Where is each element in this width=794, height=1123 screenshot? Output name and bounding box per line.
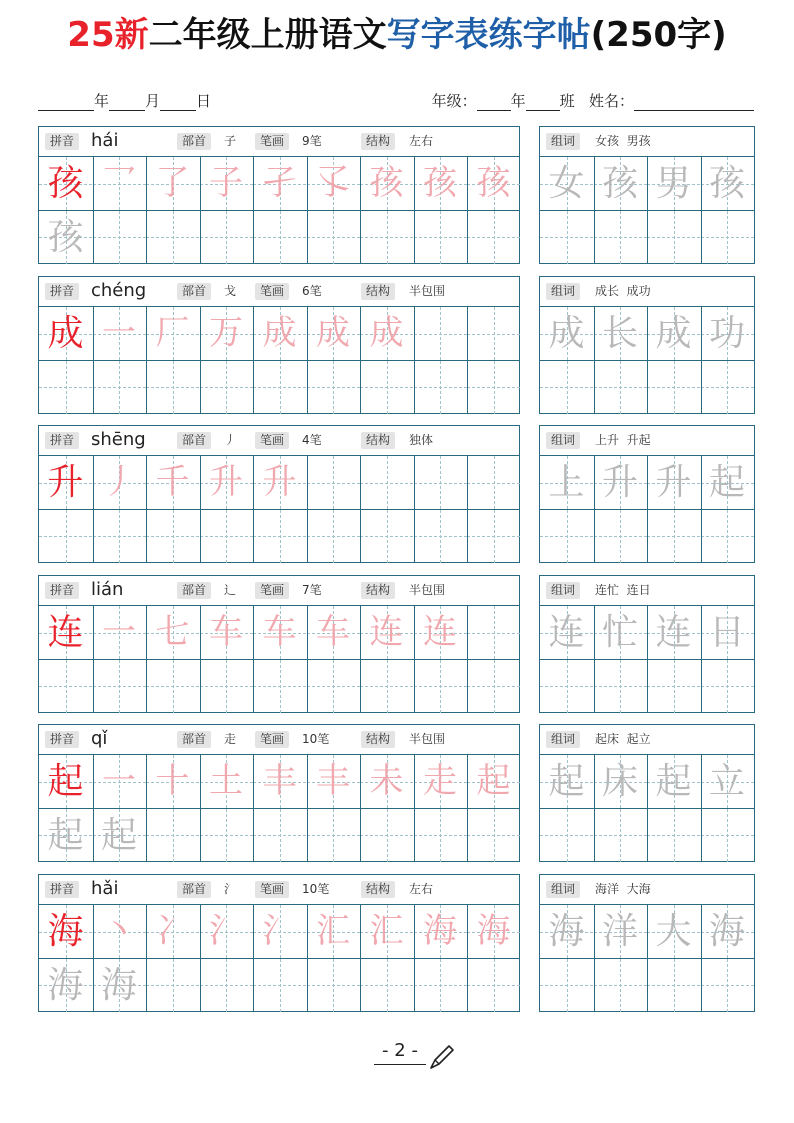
writing-cell[interactable]: [360, 510, 413, 563]
writing-cell[interactable]: [467, 307, 520, 360]
word-trace-character: 海: [708, 911, 745, 952]
stroke-order-step: 氵: [262, 911, 297, 951]
trace-character: 海: [100, 964, 137, 1006]
stroke-order-step: 一: [102, 313, 136, 353]
structure-tag: 结构: [361, 133, 395, 150]
grid-divider: [540, 509, 754, 510]
writing-cell[interactable]: [540, 660, 593, 713]
writing-cell[interactable]: [540, 959, 593, 1012]
writing-cell[interactable]: [414, 307, 467, 360]
stroke-order-step: 车: [209, 612, 243, 652]
radical-tag: 部首: [177, 881, 211, 898]
word-trace-character: 成: [548, 313, 585, 354]
word-info-bar: [540, 576, 754, 606]
writing-cell[interactable]: [701, 959, 754, 1012]
words-tag: 组词: [546, 283, 580, 300]
writing-cell[interactable]: [594, 959, 647, 1012]
writing-cell[interactable]: [307, 456, 360, 509]
radical-value: 走: [224, 732, 237, 746]
structure-tag: 结构: [361, 432, 395, 449]
grid-divider: [39, 509, 519, 510]
writing-cell[interactable]: [360, 809, 413, 862]
words-tag: 组词: [546, 432, 580, 449]
pinyin-value: qǐ: [91, 728, 108, 749]
writing-cell[interactable]: [540, 361, 593, 414]
strokes-tag: 笔画: [255, 283, 289, 300]
writing-cell[interactable]: [200, 959, 253, 1012]
writing-cell[interactable]: [414, 361, 467, 414]
writing-cell[interactable]: [467, 456, 520, 509]
structure-tag: 结构: [361, 582, 395, 599]
writing-cell[interactable]: [540, 510, 593, 563]
writing-cell[interactable]: [307, 959, 360, 1012]
character-info-bar: [39, 426, 519, 456]
stroke-order-step: 海: [476, 911, 511, 951]
writing-cell[interactable]: [467, 809, 520, 862]
pinyin-value: hái: [91, 130, 119, 151]
name-label: 姓名：: [588, 92, 634, 110]
strokes-value: 4笔: [302, 433, 322, 447]
writing-cell[interactable]: [253, 809, 306, 862]
model-character: 起: [47, 761, 84, 802]
stroke-order-step: 千: [155, 462, 190, 502]
writing-cell[interactable]: [39, 660, 92, 713]
stroke-order-step: 成: [316, 313, 350, 353]
writing-cell[interactable]: [360, 211, 413, 264]
writing-cell[interactable]: [594, 361, 647, 414]
class-label: 班: [559, 92, 575, 110]
radical-tag: 部首: [177, 582, 211, 599]
day-blank[interactable]: [160, 96, 196, 111]
character-panel: [38, 425, 520, 563]
writing-cell[interactable]: [414, 809, 467, 862]
character-panel: [38, 126, 520, 264]
grade-blank[interactable]: [477, 96, 511, 111]
writing-cell[interactable]: [253, 361, 306, 414]
radical-tag: 部首: [177, 133, 211, 150]
word-info-bar: [540, 875, 754, 905]
word-trace-character: 连: [655, 612, 692, 653]
structure-tag: 结构: [361, 283, 395, 300]
stroke-order-step: 厂: [155, 313, 190, 353]
word-panel: [539, 724, 755, 862]
word-info-bar: [540, 277, 754, 307]
writing-cell[interactable]: [200, 211, 253, 264]
character-panel: [38, 575, 520, 713]
pinyin-tag: 拼音: [45, 582, 79, 599]
writing-cell[interactable]: [647, 959, 700, 1012]
strokes-tag: 笔画: [255, 133, 289, 150]
character-info-bar: [39, 127, 519, 157]
strokes-value: 10笔: [302, 882, 330, 896]
word-trace-character: 成: [655, 313, 692, 354]
word-trace-character: 上: [548, 462, 585, 503]
stroke-order-step: 丰: [262, 761, 297, 801]
word-info-bar: [540, 725, 754, 755]
stroke-order-step: 七: [155, 612, 190, 652]
stroke-order-step: 车: [262, 612, 297, 652]
words-value: 上升 升起: [595, 433, 651, 447]
writing-cell[interactable]: [467, 660, 520, 713]
word-trace-character: 升: [655, 462, 692, 503]
stroke-order-step: 成: [369, 313, 404, 353]
structure-value: 半包围: [409, 583, 446, 597]
strokes-value: 7笔: [302, 583, 322, 597]
writing-cell[interactable]: [647, 211, 700, 264]
page-number: - 2 -: [374, 1040, 426, 1065]
writing-cell[interactable]: [146, 809, 199, 862]
pinyin-value: lián: [91, 579, 124, 600]
stroke-order-step: 孑: [262, 163, 297, 203]
writing-cell[interactable]: [146, 361, 199, 414]
words-tag: 组词: [546, 881, 580, 898]
stroke-order-step: 一: [102, 761, 136, 801]
word-panel: [539, 276, 755, 414]
structure-tag: 结构: [361, 881, 395, 898]
grid-divider: [39, 210, 519, 211]
word-trace-character: 起: [708, 462, 745, 503]
trace-character: 起: [100, 814, 137, 856]
radical-tag: 部首: [177, 432, 211, 449]
radical-value: 戈: [224, 284, 237, 298]
pinyin-value: hǎi: [91, 878, 119, 899]
month-blank[interactable]: [109, 96, 145, 111]
structure-value: 半包围: [409, 732, 446, 746]
writing-cell[interactable]: [200, 809, 253, 862]
writing-cell[interactable]: [146, 660, 199, 713]
radical-value: 辶: [224, 583, 237, 597]
stroke-order-step: 未: [369, 761, 404, 801]
title-edition: 25新: [67, 15, 149, 55]
structure-value: 左右: [409, 882, 434, 896]
radical-value: 氵: [224, 882, 237, 896]
writing-cell[interactable]: [93, 510, 146, 563]
strokes-tag: 笔画: [255, 881, 289, 898]
grid-divider: [39, 360, 519, 361]
day-label: 日: [196, 92, 212, 110]
stroke-order-step: 连: [369, 612, 404, 652]
writing-cell[interactable]: [253, 510, 306, 563]
trace-character: 起: [47, 814, 84, 856]
radical-tag: 部首: [177, 731, 211, 748]
character-panel: [38, 724, 520, 862]
name-blank[interactable]: [634, 96, 754, 111]
stroke-order-step: 孩: [369, 163, 404, 203]
stroke-order-step: 土: [209, 761, 243, 801]
writing-cell[interactable]: [146, 510, 199, 563]
grade-suffix: 年: [510, 92, 526, 110]
pinyin-value: chéng: [91, 280, 147, 301]
writing-cell[interactable]: [540, 809, 593, 862]
word-info-bar: [540, 127, 754, 157]
writing-cell[interactable]: [307, 211, 360, 264]
word-trace-character: 功: [708, 313, 745, 354]
stroke-order-step: 丶: [102, 911, 136, 951]
writing-cell[interactable]: [146, 211, 199, 264]
writing-cell[interactable]: [701, 361, 754, 414]
model-character: 升: [47, 462, 84, 503]
pinyin-tag: 拼音: [45, 133, 79, 150]
model-character: 连: [47, 612, 84, 653]
writing-cell[interactable]: [93, 361, 146, 414]
word-trace-character: 日: [708, 612, 745, 653]
character-info-bar: [39, 725, 519, 755]
stroke-order-step: 孓: [316, 163, 350, 203]
stroke-order-step: 冫: [155, 911, 190, 951]
stroke-order-step: 子: [209, 163, 243, 203]
writing-cell[interactable]: [93, 660, 146, 713]
writing-cell[interactable]: [647, 660, 700, 713]
writing-cell[interactable]: [307, 660, 360, 713]
writing-cell[interactable]: [200, 510, 253, 563]
writing-cell[interactable]: [360, 361, 413, 414]
writing-cell[interactable]: [39, 361, 92, 414]
word-panel: [539, 874, 755, 1012]
character-info-bar: [39, 576, 519, 606]
stroke-order-step: 起: [476, 761, 511, 801]
strokes-value: 6笔: [302, 284, 322, 298]
word-panel: [539, 575, 755, 713]
writing-cell[interactable]: [594, 211, 647, 264]
structure-value: 独体: [409, 433, 434, 447]
title-count: (250字): [590, 15, 727, 55]
writing-cell[interactable]: [307, 361, 360, 414]
stroke-order-step: 升: [262, 462, 297, 502]
grid-divider: [39, 659, 519, 660]
year-blank[interactable]: [38, 96, 94, 111]
word-trace-character: 女: [548, 163, 585, 204]
stroke-order-step: 氵: [209, 911, 243, 951]
words-value: 成长 成功: [595, 284, 651, 298]
title-subject: 写字表练字帖: [386, 15, 591, 55]
writing-cell[interactable]: [467, 361, 520, 414]
writing-cell[interactable]: [93, 211, 146, 264]
writing-cell[interactable]: [467, 959, 520, 1012]
page-title: [0, 14, 794, 56]
writing-cell[interactable]: [253, 959, 306, 1012]
grid-divider: [540, 958, 754, 959]
title-grade: 二年级上册语文: [148, 15, 387, 55]
structure-value: 左右: [409, 134, 434, 148]
pinyin-value: shēng: [91, 429, 146, 450]
writing-cell[interactable]: [594, 660, 647, 713]
pinyin-tag: 拼音: [45, 731, 79, 748]
writing-cell[interactable]: [307, 510, 360, 563]
stroke-order-step: 走: [423, 761, 457, 801]
grid-divider: [540, 360, 754, 361]
writing-cell[interactable]: [253, 211, 306, 264]
stroke-order-step: 一: [102, 612, 136, 652]
word-trace-character: 男: [655, 163, 692, 204]
class-blank[interactable]: [526, 96, 560, 111]
stroke-order-step: 丰: [316, 761, 350, 801]
word-trace-character: 忙: [601, 612, 638, 653]
words-tag: 组词: [546, 731, 580, 748]
strokes-tag: 笔画: [255, 582, 289, 599]
stroke-order-step: 车: [316, 612, 350, 652]
word-trace-character: 洋: [601, 911, 638, 952]
word-trace-character: 升: [601, 462, 638, 503]
grade-label: 年级：: [431, 92, 477, 110]
pen-icon: [427, 1042, 457, 1072]
writing-cell[interactable]: [146, 959, 199, 1012]
writing-cell[interactable]: [594, 809, 647, 862]
word-trace-character: 起: [548, 761, 585, 802]
words-value: 海洋 大海: [595, 882, 651, 896]
writing-cell[interactable]: [467, 606, 520, 659]
stroke-order-step: 海: [423, 911, 457, 951]
stroke-order-step: 孩: [476, 163, 511, 203]
writing-cell[interactable]: [647, 510, 700, 563]
trace-character: 海: [47, 964, 84, 1006]
pinyin-tag: 拼音: [45, 283, 79, 300]
character-info-bar: [39, 277, 519, 307]
word-trace-character: 连: [548, 612, 585, 653]
word-trace-character: 孩: [708, 163, 745, 204]
words-tag: 组词: [546, 582, 580, 599]
writing-cell[interactable]: [647, 361, 700, 414]
year-label: 年: [94, 92, 110, 110]
word-trace-character: 大: [655, 911, 692, 952]
stroke-order-step: 汇: [316, 911, 350, 951]
writing-cell[interactable]: [414, 211, 467, 264]
writing-cell[interactable]: [39, 510, 92, 563]
word-trace-character: 床: [601, 761, 638, 802]
stroke-order-step: 连: [423, 612, 457, 652]
writing-cell[interactable]: [467, 510, 520, 563]
writing-cell[interactable]: [360, 456, 413, 509]
grid-divider: [540, 808, 754, 809]
stroke-order-step: 十: [155, 761, 190, 801]
writing-cell[interactable]: [253, 660, 306, 713]
character-info-bar: [39, 875, 519, 905]
grid-divider: [540, 659, 754, 660]
writing-cell[interactable]: [594, 510, 647, 563]
word-trace-character: 立: [708, 761, 745, 802]
word-info-bar: [540, 426, 754, 456]
structure-tag: 结构: [361, 731, 395, 748]
radical-tag: 部首: [177, 283, 211, 300]
trace-character: 孩: [47, 216, 84, 258]
word-trace-character: 起: [655, 761, 692, 802]
stroke-order-step: 乛: [102, 163, 136, 203]
writing-cell[interactable]: [360, 959, 413, 1012]
stroke-order-step: 汇: [369, 911, 404, 951]
word-panel: [539, 126, 755, 264]
words-value: 连忙 连日: [595, 583, 651, 597]
stroke-order-step: 升: [209, 462, 243, 502]
stroke-order-step: 丿: [102, 462, 136, 502]
word-trace-character: 孩: [601, 163, 638, 204]
strokes-tag: 笔画: [255, 731, 289, 748]
stroke-order-step: 了: [155, 163, 190, 203]
character-panel: [38, 874, 520, 1012]
words-value: 起床 起立: [595, 732, 651, 746]
structure-value: 半包围: [409, 284, 446, 298]
stroke-order-step: 万: [209, 313, 243, 353]
writing-cell[interactable]: [701, 510, 754, 563]
character-panel: [38, 276, 520, 414]
writing-cell[interactable]: [200, 660, 253, 713]
radical-value: 子: [224, 134, 237, 148]
header-fields: [38, 90, 754, 110]
word-trace-character: 长: [601, 313, 638, 354]
word-panel: [539, 425, 755, 563]
writing-cell[interactable]: [414, 959, 467, 1012]
words-value: 女孩 男孩: [595, 134, 651, 148]
strokes-value: 10笔: [302, 732, 330, 746]
strokes-value: 9笔: [302, 134, 322, 148]
words-tag: 组词: [546, 133, 580, 150]
stroke-order-step: 成: [262, 313, 297, 353]
model-character: 成: [47, 313, 84, 354]
writing-cell[interactable]: [540, 211, 593, 264]
writing-cell[interactable]: [200, 361, 253, 414]
writing-cell[interactable]: [701, 660, 754, 713]
model-character: 海: [47, 911, 84, 952]
word-trace-character: 海: [548, 911, 585, 952]
model-character: 孩: [47, 163, 84, 204]
writing-cell[interactable]: [701, 211, 754, 264]
strokes-tag: 笔画: [255, 432, 289, 449]
pinyin-tag: 拼音: [45, 881, 79, 898]
writing-cell[interactable]: [360, 660, 413, 713]
writing-cell[interactable]: [647, 809, 700, 862]
writing-cell[interactable]: [414, 660, 467, 713]
month-label: 月: [145, 92, 161, 110]
writing-cell[interactable]: [414, 510, 467, 563]
radical-value: 丿: [224, 433, 237, 447]
stroke-order-step: 孩: [423, 163, 457, 203]
writing-cell[interactable]: [307, 809, 360, 862]
grid-divider: [540, 210, 754, 211]
pinyin-tag: 拼音: [45, 432, 79, 449]
writing-cell[interactable]: [467, 211, 520, 264]
writing-cell[interactable]: [701, 809, 754, 862]
writing-cell[interactable]: [414, 456, 467, 509]
